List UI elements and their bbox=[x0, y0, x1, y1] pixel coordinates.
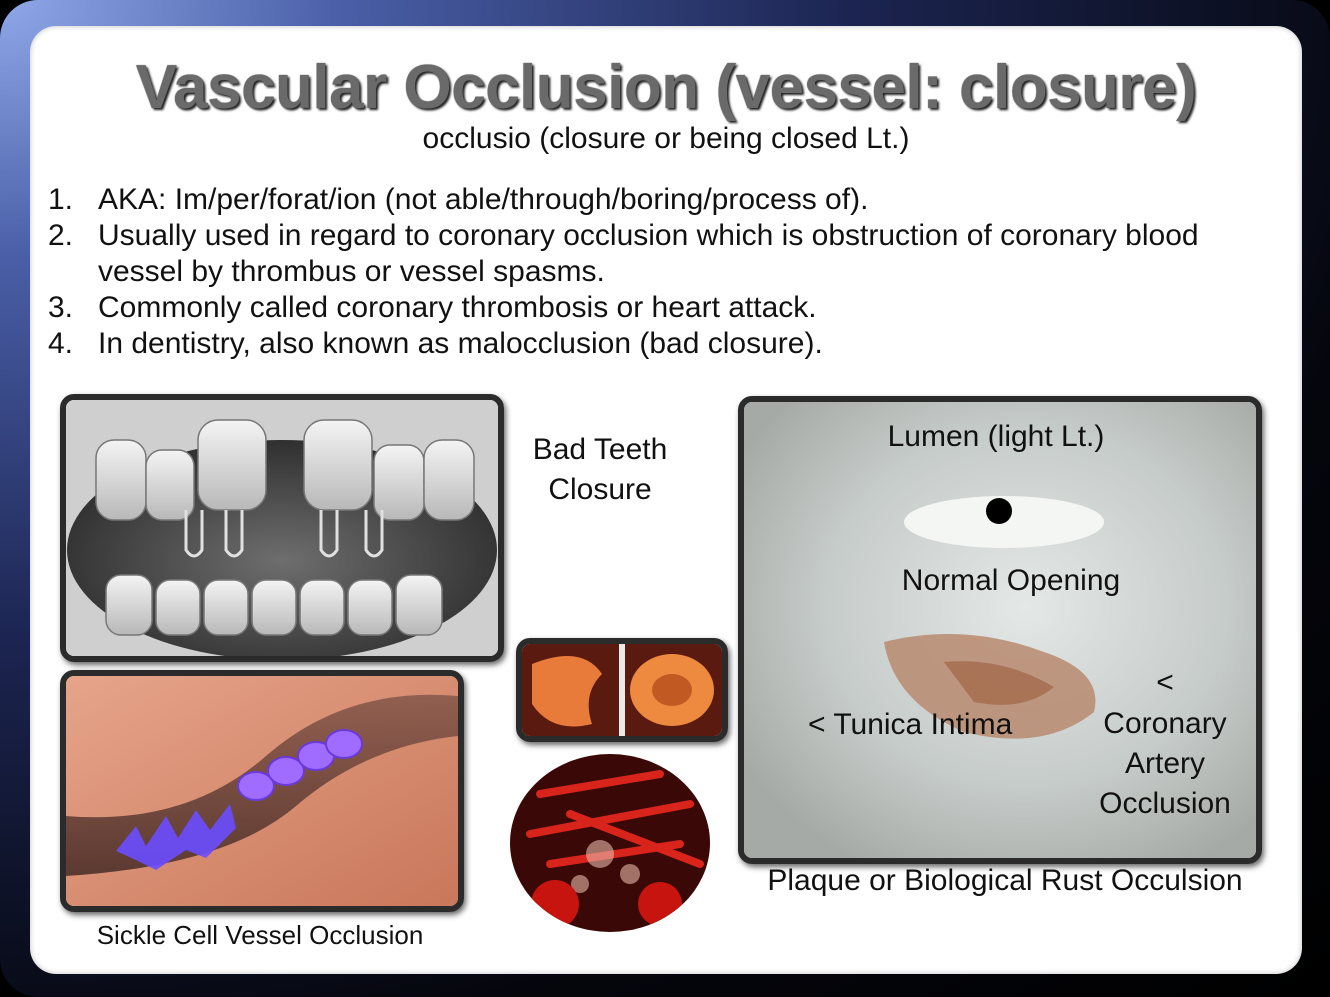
tunica-intima-label: < Tunica Intima bbox=[808, 708, 1013, 741]
blood-cell-photo bbox=[516, 638, 728, 742]
lumen-dot bbox=[986, 498, 1012, 524]
list-item: 1. AKA: Im/per/forat/ion (not able/through/boring/process of). bbox=[48, 183, 869, 216]
sickle-caption: Sickle Cell Vessel Occlusion bbox=[96, 920, 424, 950]
lumen-label: Lumen (light Lt.) bbox=[887, 420, 1105, 453]
list-item: 2. Usually used in regard to coronary occlusion which is obstruction of coronary blood vessel by thrombus or vessel spasms. bbox=[48, 219, 1199, 288]
clot-image bbox=[510, 754, 710, 932]
bullet-list bbox=[48, 182, 1268, 362]
plaque-caption: Plaque or Biological Rust Occulsion bbox=[767, 864, 1243, 897]
slide bbox=[30, 26, 1302, 974]
slide-subtitle: occlusio (closure or being closed Lt.) bbox=[422, 122, 910, 155]
sickle-vessel-photo bbox=[60, 670, 464, 912]
slide-title: Vascular Occlusion (vessel: closure) bbox=[135, 53, 1197, 122]
teeth-photo bbox=[60, 394, 504, 662]
teeth-caption: Bad Teeth Closure bbox=[532, 433, 668, 506]
list-item: 3. Commonly called coronary thrombosis or heart attack. bbox=[48, 291, 817, 324]
occlusion-label: Coronary Artery Occlusion bbox=[1099, 707, 1231, 820]
list-item: 4. In dentistry, also known as malocclusion (bad closure). bbox=[48, 327, 823, 360]
occlusion-arrow: < bbox=[1156, 666, 1174, 699]
normal-opening-label: Normal Opening bbox=[901, 564, 1121, 597]
